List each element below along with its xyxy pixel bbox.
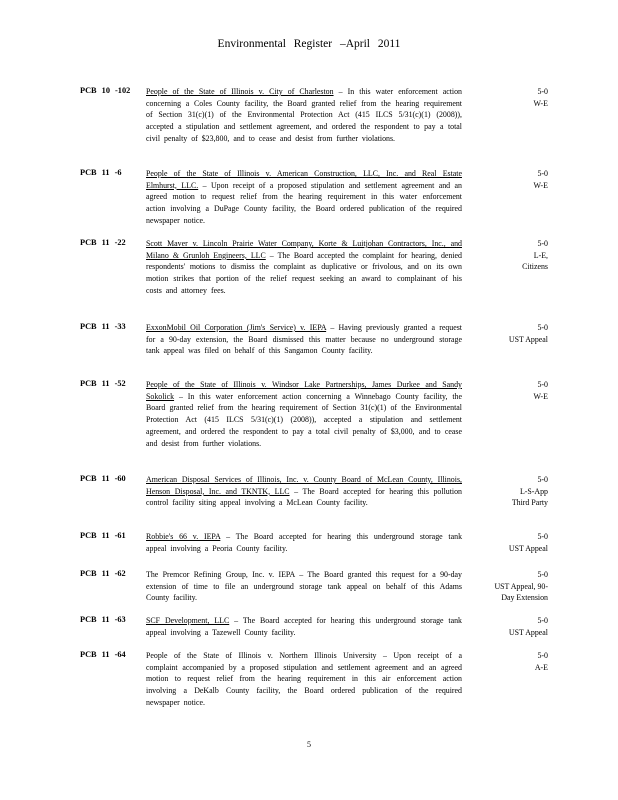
case-entry (0, 86, 618, 168)
case-type: L-E, (533, 250, 548, 260)
case-title: People of the State of Illinois v. American Construction, LLC, Inc. and Real Estate Elmhurst, LLC. (146, 169, 462, 190)
case-description (146, 569, 462, 604)
vote-column (438, 168, 548, 191)
case-number: PCB 11 -52 (80, 379, 126, 388)
vote-column (438, 322, 548, 345)
case-number: PCB 10 -102 (80, 86, 131, 95)
vote-column (438, 379, 548, 402)
case-type: W-E (533, 391, 548, 401)
vote-count: 5-0 (537, 570, 548, 579)
case-summary: The Premcor Refining Group, Inc. v. IEPA – The Board granted this request for a 90-day extension of time to file an underground storage tank appeal on behalf of this Adams County facility. (146, 570, 462, 603)
case-type: A-E (534, 662, 548, 672)
case-list (0, 86, 618, 720)
case-entry (0, 238, 618, 322)
vote-count: 5-0 (537, 169, 548, 178)
case-number: PCB 11 -64 (80, 650, 126, 659)
case-summary: – The Board accepted for hearing this pollution control facility siting appeal involving a McLean County facility. (146, 486, 462, 508)
case-type-secondary: Citizens (522, 262, 548, 272)
case-number: PCB 11 -22 (80, 238, 126, 247)
case-entry (0, 615, 618, 650)
case-title: SCF Development, LLC (146, 616, 230, 625)
case-description (146, 168, 462, 227)
case-type-secondary: Third Party (511, 498, 548, 508)
case-entry (0, 379, 618, 474)
case-description (146, 379, 462, 449)
case-type: UST Appeal, 90- (494, 581, 548, 591)
vote-count: 5-0 (537, 616, 548, 625)
case-type: UST Appeal (508, 543, 548, 553)
case-entry (0, 168, 618, 238)
case-title: Robbie's 66 v. IEPA (146, 532, 221, 541)
page-number: 5 (307, 740, 311, 749)
case-title: Scott Maver v. Lincoln Prairie Water Company, Korte & Luitjohan Contractors, Inc., and Milano & Grunloh Engineers, LLC (146, 239, 462, 260)
case-summary: – The Board accepted the complaint for hearing, denied respondents' motions to dismiss the complaint as duplicative or frivolous, and on its own motion strikes that portion of the relief request seeking an award to complainant of his costs and attorney fees. (146, 250, 462, 295)
vote-count: 5-0 (537, 651, 548, 660)
case-title: American Disposal Services of Illinois, Inc. v. County Board of McLean County, Illinois, Henson Disposal, Inc. and TKNTK, LLC (146, 475, 462, 496)
vote-column (438, 86, 548, 109)
case-type: UST Appeal (508, 627, 548, 637)
case-title: ExxonMobil Oil Corporation (Jim's Service) v. IEPA (146, 323, 327, 332)
case-type: W-E (533, 98, 548, 108)
case-type: UST Appeal (508, 334, 548, 344)
case-entry (0, 322, 618, 379)
vote-column (438, 531, 548, 554)
case-description (146, 322, 462, 357)
vote-count: 5-0 (537, 380, 548, 389)
case-title: People of the State of Illinois v. City of Charleston (146, 87, 334, 96)
vote-column (438, 569, 548, 604)
vote-column (438, 650, 548, 673)
case-title: People of the State of Illinois v. Windsor Lake Partnerships, James Durkee and Sandy Sokolick (146, 380, 462, 401)
case-summary: – Upon receipt of a proposed stipulation and settlement agreement and an agreed motion to request relief from the hearing requirement in this water enforcement action involving a DuPage County facility, the Board ordered publication of the required newspaper notice. (146, 180, 462, 225)
case-entry (0, 569, 618, 615)
case-number: PCB 11 -6 (80, 168, 122, 177)
case-summary: – The Board accepted for hearing this underground storage tank appeal involving a Peoria County facility. (146, 532, 463, 553)
case-entry (0, 474, 618, 531)
case-description (146, 650, 462, 709)
case-summary: People of the State of Illinois v. Northern Illinois University – Upon receipt of a complaint accompanied by a proposed stipulation and settlement agreement and an agreed motion to request relief from the hearing requirement in this air enforcement action involving a DeKalb County facility, the Board ordered publication of the required newspaper notice. (146, 651, 462, 707)
vote-count: 5-0 (537, 239, 548, 248)
case-number: PCB 11 -63 (80, 615, 126, 624)
page-title: Environmental Register –April 2011 (217, 38, 401, 50)
vote-column (438, 615, 548, 638)
case-type: W-E (533, 180, 548, 190)
case-number: PCB 11 -60 (80, 474, 126, 483)
case-type-secondary: Day Extension (501, 593, 548, 603)
vote-count: 5-0 (537, 323, 548, 332)
case-type: L-S-App (519, 486, 548, 496)
case-number: PCB 11 -62 (80, 569, 126, 578)
vote-column (438, 474, 548, 509)
case-description (146, 615, 462, 638)
case-entry (0, 650, 618, 720)
vote-count: 5-0 (537, 87, 548, 96)
case-number: PCB 11 -33 (80, 322, 126, 331)
vote-column (438, 238, 548, 273)
vote-count: 5-0 (537, 532, 548, 541)
case-summary: – In this water enforcement action concerning a Winnebago County facility, the Board granted relief from the hearing requirement of Section 31(c)(1) of the Environmental Protection Act (415 ILCS 5/31(c)(1) (2008)), accepted a stipulation and settlement agreement, and ordered the respondent to pay a total civil penalty of $3,000, and to cease and desist from further violations. (146, 391, 462, 448)
case-summary: – Having previously granted a request for a 90-day extension, the Board dismissed this matter because no underground storage tank appeal was filed on behalf of this Sangamon County facility. (146, 323, 462, 356)
case-summary: – The Board accepted for hearing this underground storage tank appeal involving a Tazewell County facility. (146, 616, 463, 637)
case-description (146, 531, 462, 554)
vote-count: 5-0 (537, 475, 548, 484)
case-description (146, 474, 462, 509)
case-description (146, 86, 462, 145)
case-number: PCB 11 -61 (80, 531, 126, 540)
case-description (146, 238, 462, 297)
case-entry (0, 531, 618, 569)
case-summary: – In this water enforcement action concerning a Coles County facility, the Board granted relief from the hearing requirement of Section 31(c)(1) of the Environmental Protection Act (415 ILCS 5/31(c)(1) (2008)), accepted a stipulation and settlement agreement, and ordered the respondent to pay a total civil penalty of $23,800, and to cease and desist from further violations. (146, 87, 462, 143)
